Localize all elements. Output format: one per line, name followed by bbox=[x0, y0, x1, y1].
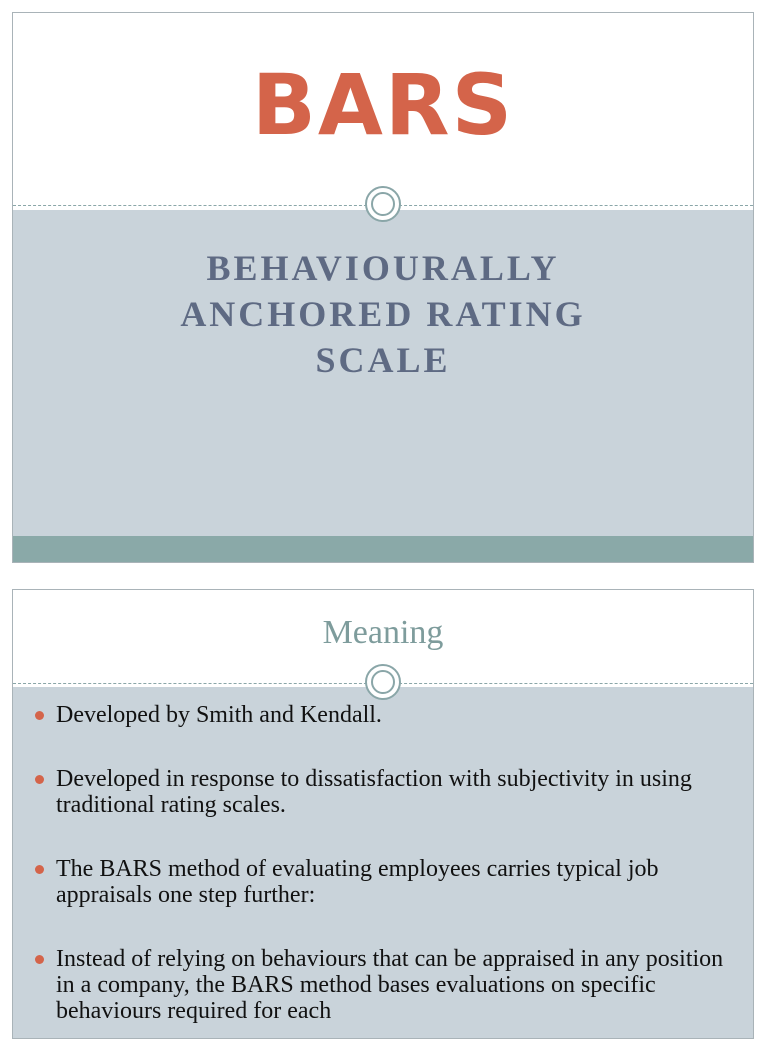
slide-subtitle bbox=[13, 245, 753, 383]
bullet-text: The BARS method of evaluating employees carries typical job appraisals one step further: bbox=[56, 856, 659, 908]
subtitle-line: BEHAVIOURALLY bbox=[206, 248, 560, 288]
list-item bbox=[33, 856, 735, 908]
subtitle-line: ANCHORED RATING bbox=[180, 294, 586, 334]
list-item bbox=[33, 702, 735, 728]
slide-heading: Meaning bbox=[322, 614, 444, 651]
bullet-list bbox=[33, 702, 735, 1039]
bullet-dot-icon bbox=[35, 711, 44, 720]
bullet-text: Instead of relying on behaviours that can be appraised in any position in a company, the BARS method bases evaluations on specific behaviours required for each bbox=[56, 946, 724, 1024]
bullet-dot-icon bbox=[35, 865, 44, 874]
list-item bbox=[33, 946, 735, 1024]
footer-bar bbox=[13, 536, 753, 562]
bullet-dot-icon bbox=[35, 955, 44, 964]
title-slide bbox=[12, 12, 754, 563]
circle-ornament-icon bbox=[365, 186, 401, 222]
bullet-text: Developed in response to dissatisfaction with subjectivity in using traditional rating scales. bbox=[56, 766, 692, 818]
bullet-text: Developed by Smith and Kendall. bbox=[56, 702, 382, 728]
circle-ornament-icon bbox=[365, 664, 401, 700]
list-item bbox=[33, 766, 735, 818]
slide-title: BARS bbox=[251, 56, 515, 154]
bullet-dot-icon bbox=[35, 775, 44, 784]
meaning-slide bbox=[12, 589, 754, 1039]
subtitle-line: SCALE bbox=[315, 340, 451, 380]
